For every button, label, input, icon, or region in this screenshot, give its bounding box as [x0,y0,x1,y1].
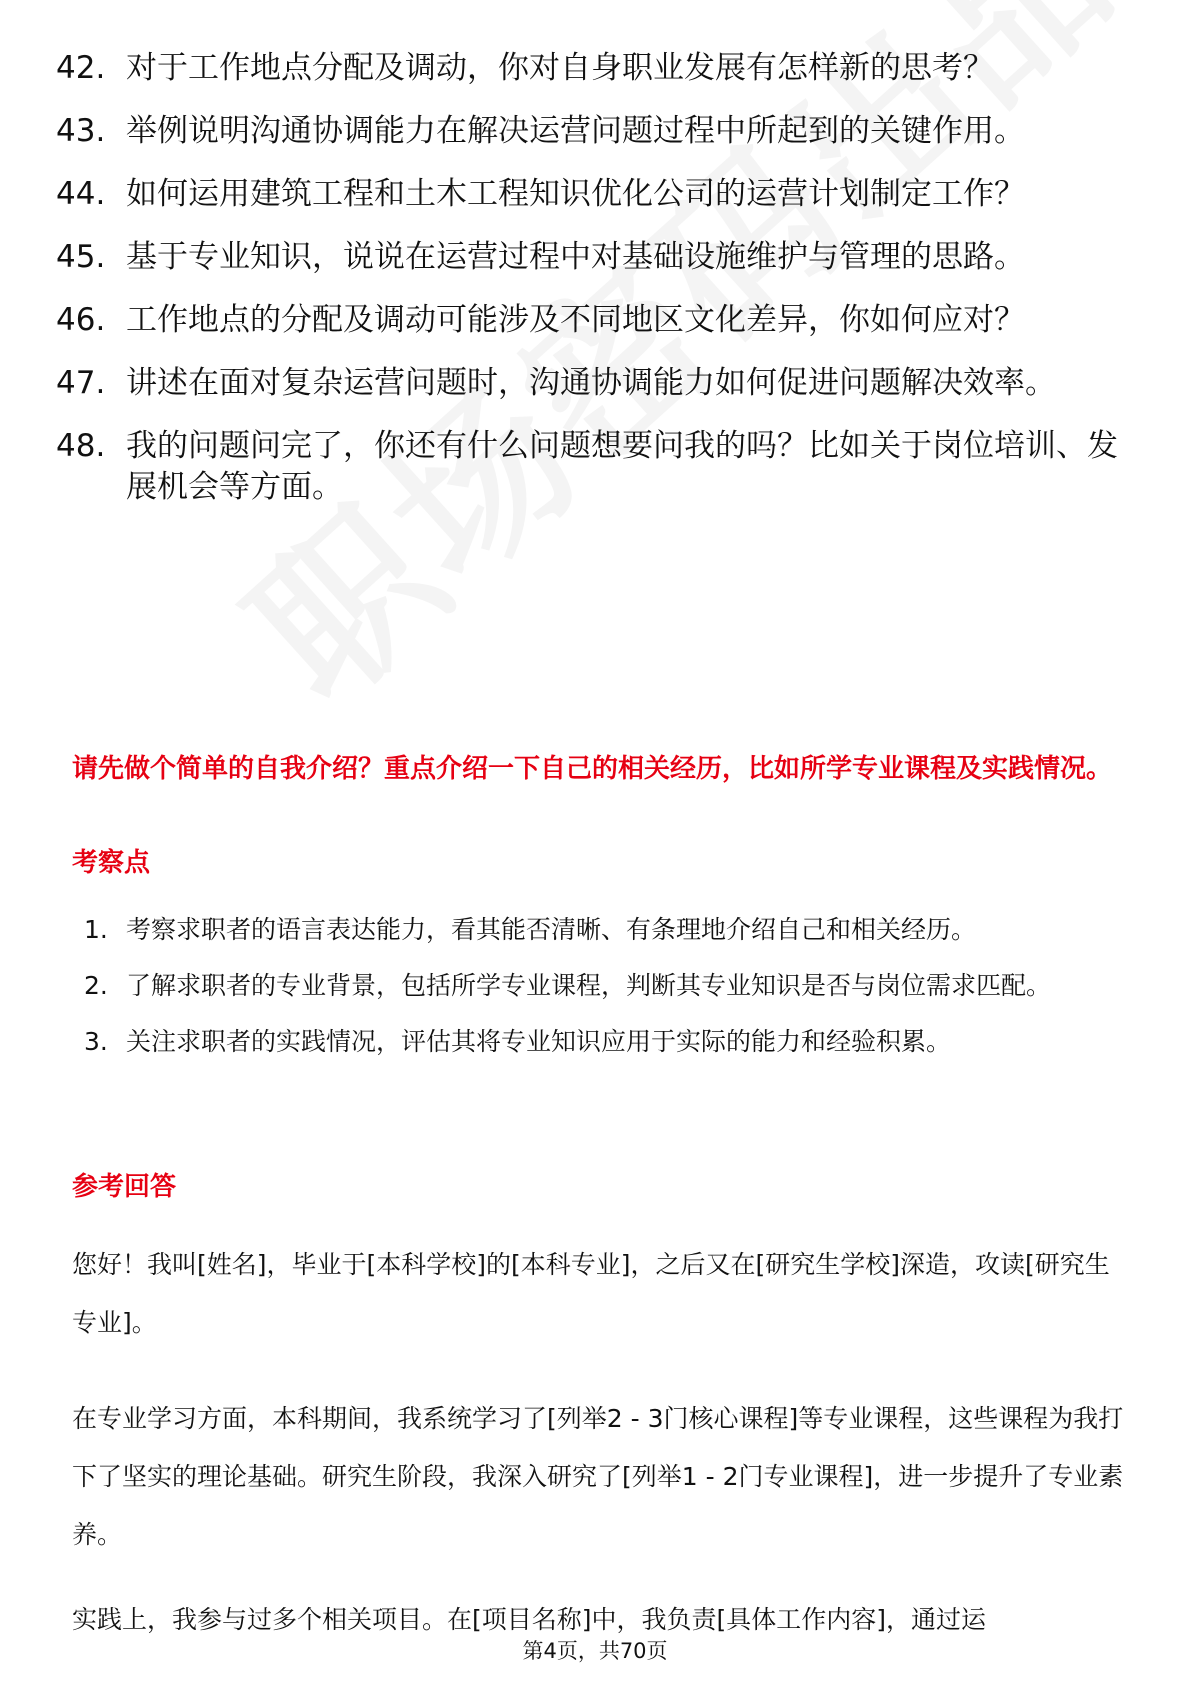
page-footer: 第4页，共70页 [522,1639,668,1663]
question-item [56,174,1136,215]
exam-point-number: 3. [84,1027,108,1056]
exam-point-number: 1. [84,915,108,944]
reference-paragraph: 实践上，我参与过多个相关项目。在[项目名称]中，我负责[具体工作内容]，通过运 [72,1605,987,1634]
reference-paragraph: 在专业学习方面，本科期间，我系统学习了[列举2 - 3门核心课程]等专业课程，这些课程为我打下了坚实的理论基础。研究生阶段，我深入研究了[列举1 - 2门专业课程]，进一步提升了专业素养。 [72,1404,1124,1549]
exam-point-text: 考察求职者的语言表达能力，看其能否清晰、有条理地介绍自己和相关经历。 [126,915,977,944]
question-number: 48. [56,428,106,464]
question-text: 工作地点的分配及调动可能涉及不同地区文化差异，你如何应对？ [126,302,1025,338]
question-number: 43. [56,113,106,149]
question-text: 如何运用建筑工程和土木工程知识优化公司的运营计划制定工作？ [126,176,1025,212]
question-item [56,300,1136,341]
question-item [56,363,1136,404]
question-number: 47. [56,365,106,401]
question-text: 对于工作地点分配及调动，你对自身职业发展有怎样新的思考？ [126,50,994,86]
question-text: 举例说明沟通协调能力在解决运营问题过程中所起到的关键作用。 [126,113,1025,149]
featured-question: 请先做个简单的自我介绍？重点介绍一下自己的相关经历，比如所学专业课程及实践情况。 [72,754,1113,784]
exam-point-text: 了解求职者的专业背景，包括所学专业课程，判断其专业知识是否与岗位需求匹配。 [126,971,1052,1000]
question-number: 42. [56,50,106,86]
question-list [56,48,1136,530]
question-item [56,48,1136,89]
question-item [56,111,1136,152]
question-text: 讲述在面对复杂运营问题时，沟通协调能力如何促进问题解决效率。 [126,365,1056,401]
exam-point-item [84,1014,1134,1070]
question-text: 基于专业知识，说说在运营过程中对基础设施维护与管理的思路。 [126,239,1025,275]
exam-points-list [84,902,1134,1070]
exam-point-number: 2. [84,971,108,1000]
question-number: 45. [56,239,106,275]
exam-points-heading: 考察点 [72,848,151,878]
exam-point-item [84,958,1134,1014]
question-item [56,237,1136,278]
question-number: 46. [56,302,106,338]
question-number: 44. [56,176,106,212]
question-text: 我的问题问完了，你还有什么问题想要问我的吗？比如关于岗位培训、发展机会等方面。 [126,428,1118,505]
question-item [56,426,1136,508]
reference-paragraph: 您好！我叫[姓名]，毕业于[本科学校]的[本科专业]，之后又在[研究生学校]深造，攻读[研究生专业]。 [72,1250,1110,1337]
exam-point-text: 关注求职者的实践情况，评估其将专业知识应用于实际的能力和经验积累。 [126,1027,952,1056]
reference-answer-heading: 参考回答 [72,1172,177,1202]
exam-point-item [84,902,1134,958]
